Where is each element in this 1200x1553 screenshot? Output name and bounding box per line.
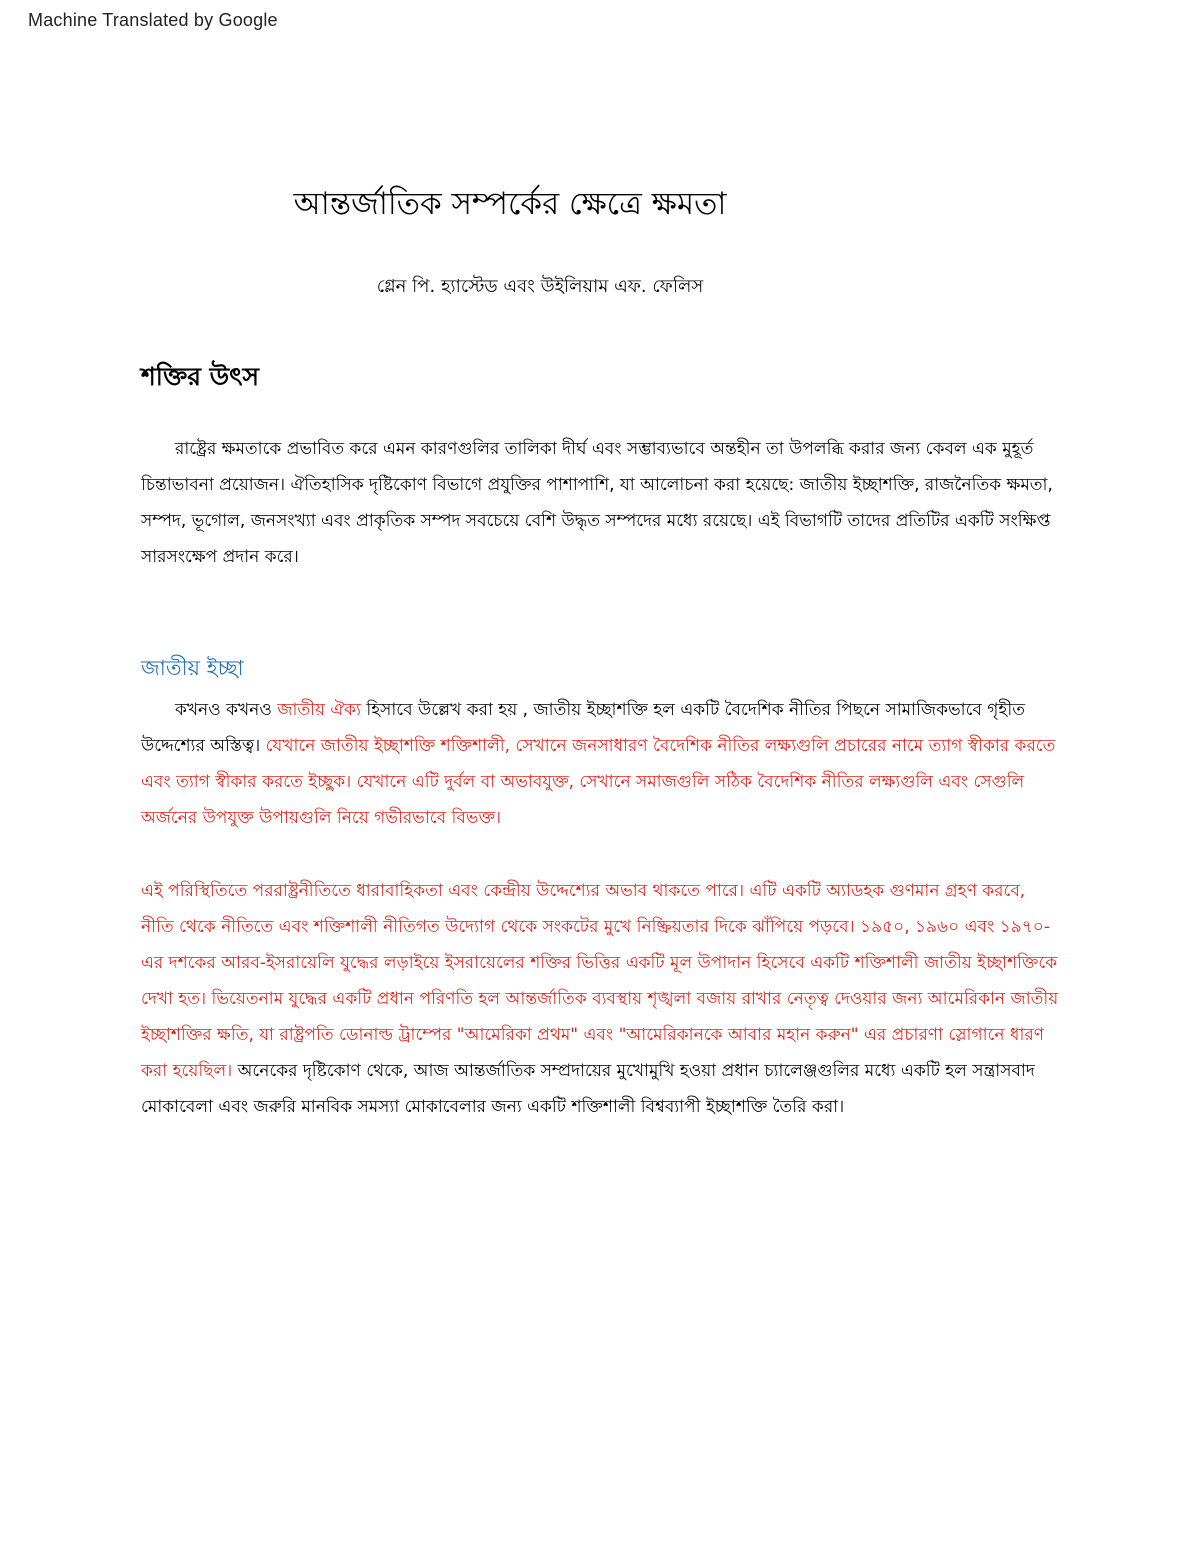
paragraph-intro: রাষ্ট্রের ক্ষমতাকে প্রভাবিত করে এমন কারণগুলির তালিকা দীর্ঘ এবং সম্ভাব্যভাবে অন্তহীন তা উপলব্ধি করার জন্য কেবল এক মুহূর্ত চিন্তাভাবনা প্রয়োজন। ঐতিহাসিক দৃষ্টিকোণ বিভাগে প্রযুক্তির পাশাপাশি, যা আলোচনা করা হয়েছে: জাতীয় ইচ্ছাশক্তি, রাজনৈতিক ক্ষমতা, সম্পদ, ভূগোল, জনসংখ্যা এবং প্রাকৃতিক সম্পদ সবচেয়ে বেশি উদ্ধৃত সম্পদের মধ্যে রয়েছে। এই বিভাগটি তাদের প্রতিটির একটি সংক্ষিপ্ত সারসংক্ষেপ প্রদান করে। <box>141 439 1053 567</box>
document-authors: গ্লেন পি. হ্যাস্টেড এবং উইলিয়াম এফ. ফেলিস <box>376 276 704 297</box>
paragraph-national-will-highlight: যেখানে জাতীয় ইচ্ছাশক্তি শক্তিশালী, সেখানে জনসাধারণ বৈদেশিক নীতির লক্ষ্যগুলি প্রচারের নামে ত্যাগ স্বীকার করতে এবং ত্যাগ স্বীকার করতে ইচ্ছুক। যেখানে এটি দুর্বল বা অভাবযুক্ত, সেখানে সমাজগুলি সঠিক বৈদেশিক নীতির লক্ষ্যগুলি এবং সেগুলি অর্জনের উপযুক্ত উপায়গুলি নিয়ে গভীরভাবে বিভক্ত। <box>141 736 1056 828</box>
paragraph-national-will-lead: কখনও কখনও <box>175 700 278 720</box>
machine-translation-label: Machine Translated by Google <box>28 10 278 30</box>
paragraph-national-will <box>141 692 1061 836</box>
subheading-national-will: জাতীয় ইচ্ছা <box>141 656 244 680</box>
paragraph-national-will-definition: হিসাবে উল্লেখ করা হয় , জাতীয় ইচ্ছাশক্তি হল একটি বৈদেশিক নীতির পিছনে সামাজিকভাবে গৃহীত উদ্দেশ্যের অস্তিত্ব। <box>141 700 1025 756</box>
document-title: আন্তর্জাতিক সম্পর্কের ক্ষেত্রে ক্ষমতা <box>293 186 727 222</box>
paragraph-consequences <box>141 873 1061 1125</box>
highlighted-term-national-unity: জাতীয় ঐক্য <box>277 700 361 720</box>
section-heading-sources-of-power: শক্তির উৎস <box>141 362 260 391</box>
paragraph-consequences-highlight: এই পরিস্থিতিতে পররাষ্ট্রনীতিতে ধারাবাহিকতা এবং কেন্দ্রীয় উদ্দেশ্যের অভাব থাকতে পারে। এটি একটি অ্যাডহক গুণমান গ্রহণ করবে, নীতি থেকে নীতিতে এবং শক্তিশালী নীতিগত উদ্যোগ থেকে সংকটের মুখে নিষ্ক্রিয়তার দিকে ঝাঁপিয়ে পড়বে। ১৯৫০, ১৯৬০ এবং ১৯৭০-এর দশকের আরব-ইসরায়েলি যুদ্ধের লড়াইয়ে ইসরায়েলের শক্তির ভিত্তির একটি মূল উপাদান হিসেবে একটি শক্তিশালী জাতীয় ইচ্ছাশক্তিকে দেখা হত। ভিয়েতনাম যুদ্ধের একটি প্রধান পরিণতি হল আন্তর্জাতিক ব্যবস্থায় শৃঙ্খলা বজায় রাখার নেতৃত্ব দেওয়ার জন্য আমেরিকান জাতীয় ইচ্ছাশক্তির ক্ষতি, যা রাষ্ট্রপতি ডোনাল্ড ট্রাম্পের "আমেরিকা প্রথম" এবং "আমেরিকানকে আবার মহান করুন" এর প্রচারণা স্লোগানে ধারণ করা হয়েছিল। <box>141 881 1059 1081</box>
paragraph-consequences-conclusion: অনেকের দৃষ্টিকোণ থেকে, আজ আন্তর্জাতিক সম্প্রদায়ের মুখোমুখি হওয়া প্রধান চ্যালেঞ্জগুলির মধ্যে একটি হল সন্ত্রাসবাদ মোকাবেলা এবং জরুরি মানবিক সমস্যা মোকাবেলার জন্য একটি শক্তিশালী বিশ্বব্যাপী ইচ্ছাশক্তি তৈরি করা। <box>141 1061 1035 1117</box>
